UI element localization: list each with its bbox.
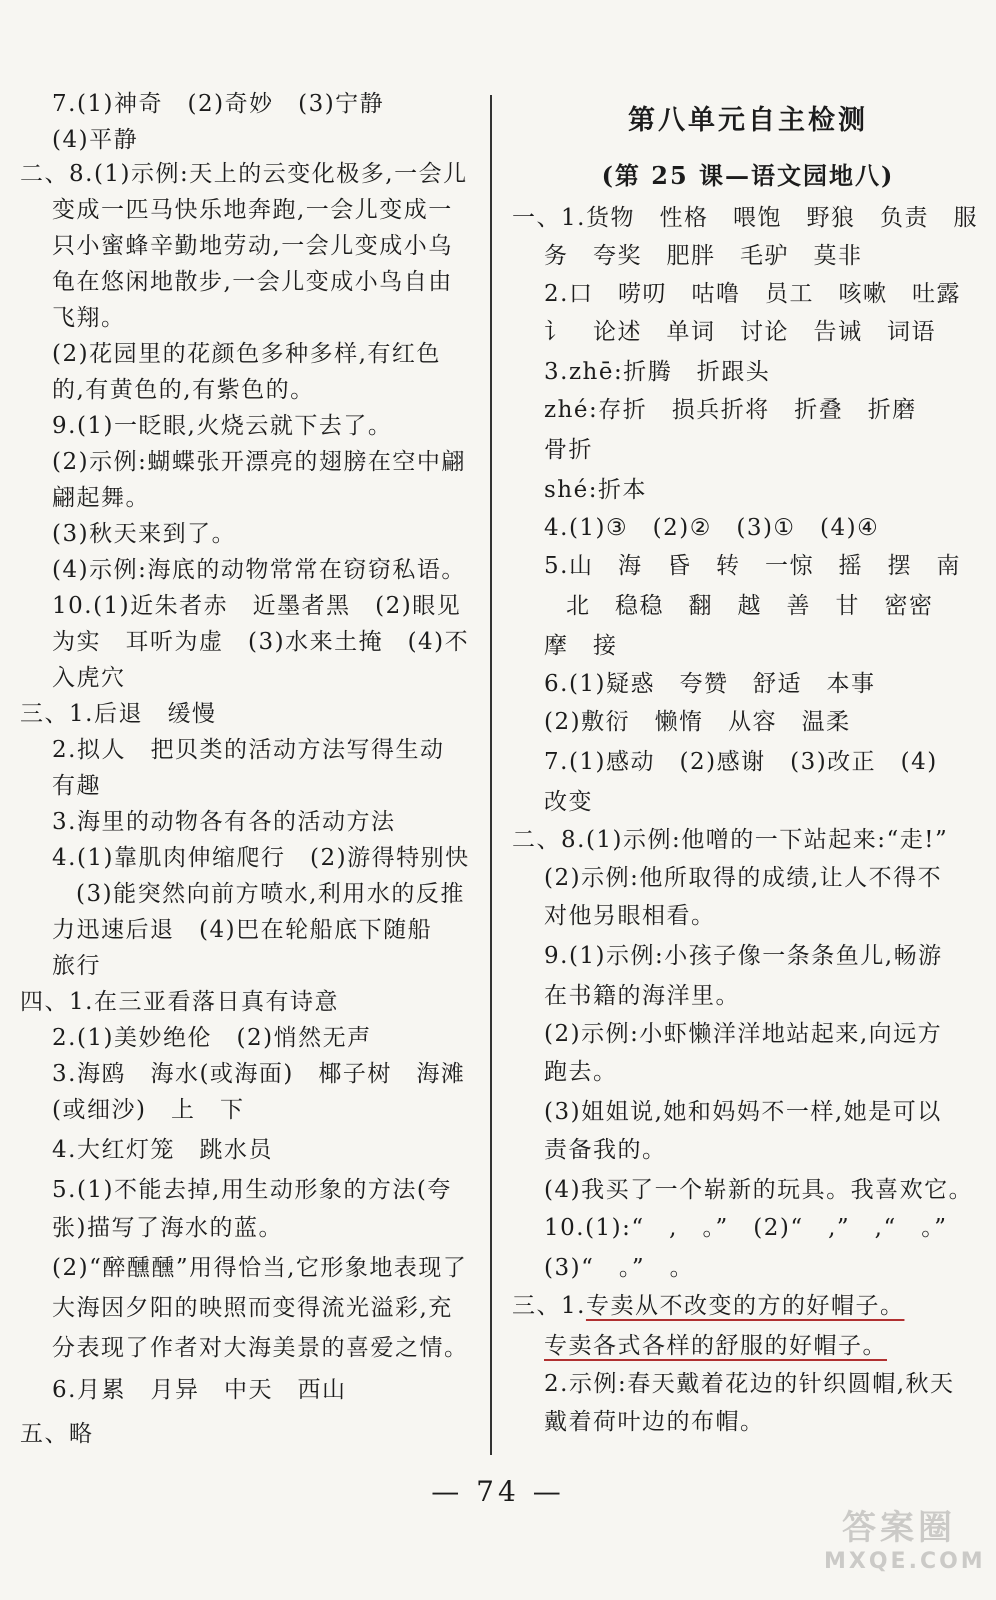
left-line: (2)花园里的花颜色多种多样,有红色: [52, 341, 441, 367]
left-line: 变成一匹马快乐地奔跑,一会儿变成一: [52, 197, 453, 223]
right-line: 4.(1)③ (2)② (3)① (4)④: [544, 515, 880, 541]
right-line: 责备我的。: [544, 1137, 667, 1163]
right-line: 二、8.(1)示例:他噌的一下站起来:“走!”: [512, 827, 949, 853]
underlined-answer: 专卖从不改变的方的好帽子。: [585, 1293, 905, 1319]
left-line: 3.海鸥 海水(或海面) 椰子树 海滩: [52, 1061, 466, 1087]
left-line: 为实 耳听为虚 (3)水来土掩 (4)不: [52, 629, 470, 655]
right-line: 改变: [544, 789, 593, 815]
left-line: 旅行: [52, 953, 101, 979]
left-line: 2.(1)美妙绝伦 (2)悄然无声: [52, 1025, 372, 1051]
right-line: 9.(1)示例:小孩子像一条条鱼儿,畅游: [544, 943, 943, 969]
left-line: 7.(1)神奇 (2)奇妙 (3)宁静: [52, 91, 385, 117]
left-line: 五、略: [20, 1421, 94, 1447]
right-line: 7.(1)感动 (2)感谢 (3)改正 (4): [544, 749, 938, 775]
right-line: (4)我买了一个崭新的玩具。我喜欢它。: [544, 1177, 974, 1203]
left-line: (3)秋天来到了。: [52, 521, 237, 547]
right-line: 对他另眼相看。: [544, 903, 716, 929]
right-line: 10.(1):“ , 。” (2)“ ,” ,“ 。”: [544, 1215, 948, 1241]
left-line: 的,有黄色的,有紫色的。: [52, 377, 315, 403]
left-line: (4)示例:海底的动物常常在窃窃私语。: [52, 557, 466, 583]
left-line: 6.月累 月异 中天 西山: [52, 1377, 347, 1403]
left-line: 飞翔。: [52, 305, 126, 331]
left-line: 10.(1)近朱者赤 近墨者黑 (2)眼见: [52, 593, 462, 619]
left-line: 只小蜜蜂辛勤地劳动,一会儿变成小乌: [52, 233, 453, 259]
right-line: 5.山 海 昏 转 一惊 摇 摆 南: [544, 553, 961, 579]
left-line: (2)“醉醺醺”用得恰当,它形象地表现了: [52, 1255, 468, 1281]
left-line: 入虎穴: [52, 665, 126, 691]
left-line: 4.(1)靠肌肉伸缩爬行 (2)游得特别快: [52, 845, 470, 871]
column-divider: [490, 95, 492, 1455]
right-line: 一、1.货物 性格 喂饱 野狼 负责 服: [512, 205, 978, 231]
right-line: 北 稳稳 翻 越 善 甘 密密: [566, 593, 934, 619]
right-line: 务 夸奖 肥胖 毛驴 莫非: [544, 243, 863, 269]
right-line: (2)敷衍 懒惰 从容 温柔: [544, 709, 851, 735]
right-line: 骨折: [544, 437, 593, 463]
right-line-underlined: 三、1.专卖从不改变的方的好帽子。: [512, 1293, 905, 1319]
right-line: zhé:存折 损兵折将 折叠 折磨: [544, 397, 917, 423]
left-line: 3.海里的动物各有各的活动方法: [52, 809, 396, 835]
right-line: (2)示例:他所取得的成绩,让人不得不: [544, 865, 943, 891]
left-line: 四、1.在三亚看落日真有诗意: [20, 989, 339, 1015]
right-line: (2)示例:小虾懒洋洋地站起来,向远方: [544, 1021, 943, 1047]
left-line: 张)描写了海水的蓝。: [52, 1215, 283, 1241]
right-line: 2.示例:春天戴着花边的针织圆帽,秋天: [544, 1371, 955, 1397]
left-line: 三、1.后退 缓慢: [20, 701, 217, 727]
right-line: 2.口 唠叨 咕噜 员工 咳嗽 吐露: [544, 281, 961, 307]
left-line: 有趣: [52, 773, 101, 799]
right-line: 跑去。: [544, 1059, 618, 1085]
right-line: 摩 接: [544, 633, 618, 659]
right-line: 讠 论述 单词 讨论 告诫 词语: [544, 319, 936, 345]
unit-subtitle: (第 25 课—语文园地八): [601, 161, 895, 190]
unit-title: 第八单元自主检测: [628, 105, 868, 136]
watermark-url: MXQE.COM: [824, 1549, 986, 1574]
right-line: 3.zhē:折腾 折跟头: [544, 359, 771, 385]
right-line: shé:折本: [544, 477, 647, 503]
left-line: 大海因夕阳的映照而变得流光溢彩,充: [52, 1295, 453, 1321]
left-line: 翩起舞。: [52, 485, 150, 511]
page-number: — 74 —: [431, 1475, 565, 1508]
left-line: 2.拟人 把贝类的活动方法写得生动: [52, 737, 445, 763]
left-line: 力迅速后退 (4)巴在轮船底下随船: [52, 917, 433, 943]
left-line: 5.(1)不能去掉,用生动形象的方法(夸: [52, 1177, 452, 1203]
left-line: (3)能突然向前方喷水,利用水的反推: [76, 881, 465, 907]
right-line: 戴着荷叶边的布帽。: [544, 1409, 765, 1435]
right-line: 在书籍的海洋里。: [544, 983, 740, 1009]
left-line: (2)示例:蝴蝶张开漂亮的翅膀在空中翩: [52, 449, 466, 475]
left-line: 9.(1)一眨眼,火烧云就下去了。: [52, 413, 393, 439]
watermark-text: 答案圈: [842, 1508, 956, 1548]
left-line: 4.大红灯笼 跳水员: [52, 1137, 273, 1163]
right-line: (3)姐姐说,她和妈妈不一样,她是可以: [544, 1099, 942, 1125]
left-line: 分表现了作者对大海美景的喜爱之情。: [52, 1335, 469, 1361]
left-line: 龟在悠闲地散步,一会儿变成小鸟自由: [52, 269, 453, 295]
left-line: (4)平静: [52, 127, 139, 153]
watermark-logo: [824, 1500, 986, 1574]
right-line: 6.(1)疑惑 夸赞 舒适 本事: [544, 671, 876, 697]
left-line: (或细沙) 上 下: [52, 1097, 245, 1123]
right-line-underlined: 专卖各式各样的舒服的好帽子。: [544, 1333, 887, 1359]
right-line: (3)“ 。” 。: [544, 1255, 695, 1281]
left-line: 二、8.(1)示例:天上的云变化极多,一会儿: [20, 161, 468, 187]
